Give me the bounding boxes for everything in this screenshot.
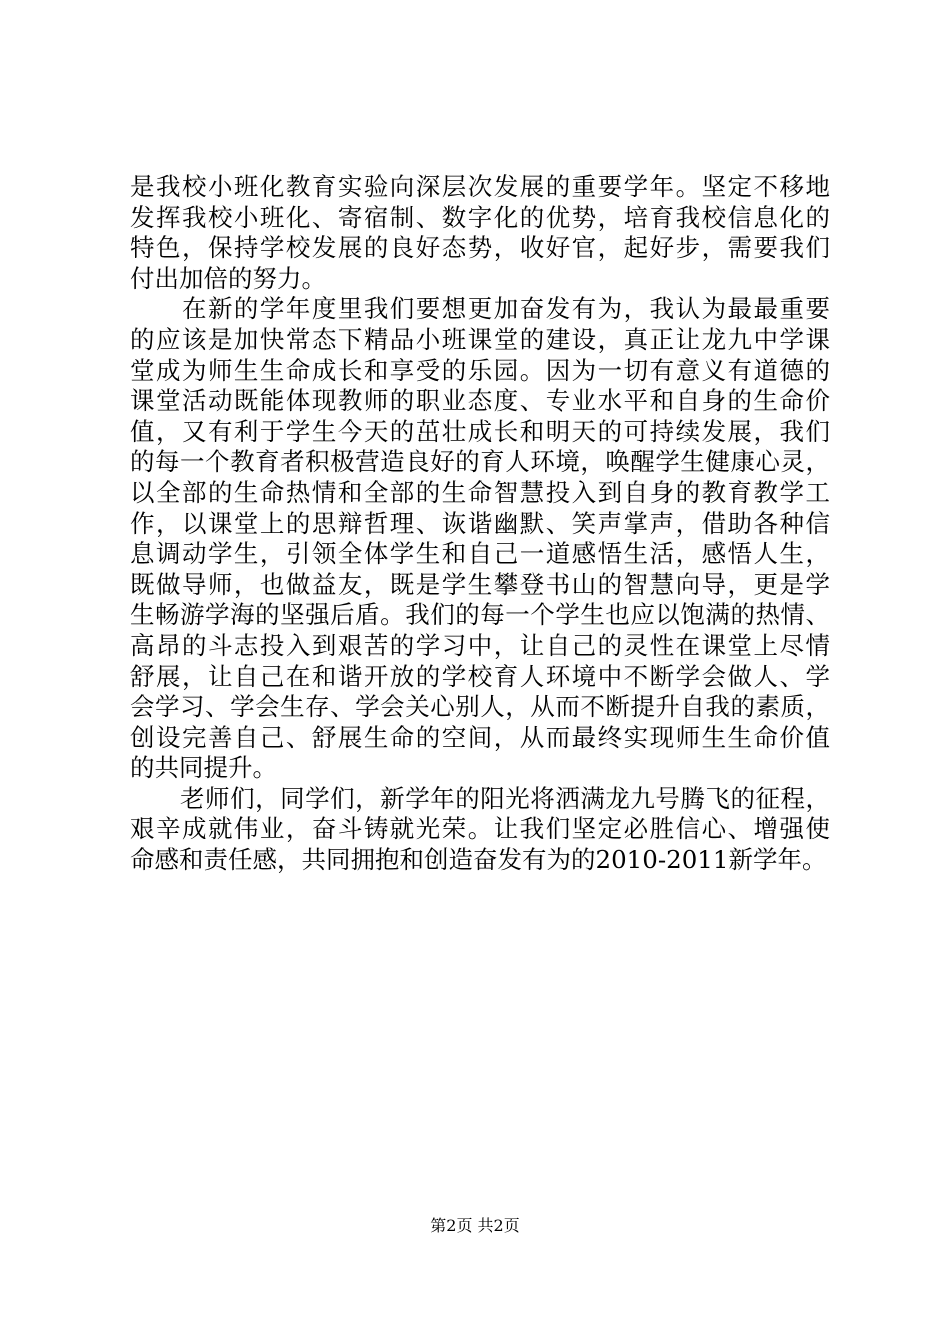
- text-line: 生畅游学海的坚强后盾。我们的每一个学生也应以饱满的热情、: [130, 600, 830, 630]
- text-line: 的每一个教育者积极营造良好的育人环境，唤醒学生健康心灵，: [130, 447, 830, 477]
- text-line: 创设完善自己、舒展生命的空间，从而最终实现师生生命价值: [130, 722, 830, 752]
- text-line: 特色，保持学校发展的良好态势，收好官，起好步，需要我们: [130, 233, 830, 263]
- text-line: 发挥我校小班化、寄宿制、数字化的优势，培育我校信息化的: [130, 202, 830, 232]
- text-line: 高昂的斗志投入到艰苦的学习中，让自己的灵性在课堂上尽情: [130, 630, 830, 660]
- text-line: 舒展，让自己在和谐开放的学校育人环境中不断学会做人、学: [130, 661, 830, 691]
- text-line: 既做导师，也做益友，既是学生攀登书山的智慧向导，更是学: [130, 569, 830, 599]
- text-line: 以全部的生命热情和全部的生命智慧投入到自身的教育教学工: [130, 477, 830, 507]
- text-line: 课堂活动既能体现教师的职业态度、专业水平和自身的生命价: [130, 386, 830, 416]
- text-line: 命感和责任感，共同拥抱和创造奋发有为的2010-2011新学年。: [130, 845, 827, 875]
- text-line: 的应该是加快常态下精品小班课堂的建设，真正让龙九中学课: [130, 324, 830, 354]
- text-line: 息调动学生，引领全体学生和自己一道感悟生活，感悟人生，: [130, 539, 830, 569]
- text-line: 作，以课堂上的思辩哲理、诙谐幽默、笑声掌声，借助各种信: [130, 508, 830, 538]
- text-line: 老师们，同学们，新学年的阳光将洒满龙九号腾飞的征程，: [130, 783, 830, 813]
- text-line: 艰辛成就伟业，奋斗铸就光荣。让我们坚定必胜信心、增强使: [130, 814, 830, 844]
- text-line: 在新的学年度里我们要想更加奋发有为，我认为最最重要: [130, 294, 830, 324]
- text-line: 值，又有利于学生今天的茁壮成长和明天的可持续发展，我们: [130, 416, 830, 446]
- text-line: 会学习、学会生存、学会关心别人，从而不断提升自我的素质，: [130, 692, 830, 722]
- document-body: [130, 172, 830, 876]
- page-footer: 第2页 共2页: [430, 1216, 520, 1235]
- text-line: 付出加倍的努力。: [130, 263, 326, 293]
- text-line: 的共同提升。: [130, 753, 277, 783]
- text-line: 是我校小班化教育实验向深层次发展的重要学年。坚定不移地: [130, 172, 830, 201]
- text-line: 堂成为师生生命成长和享受的乐园。因为一切有意义有道德的: [130, 355, 830, 385]
